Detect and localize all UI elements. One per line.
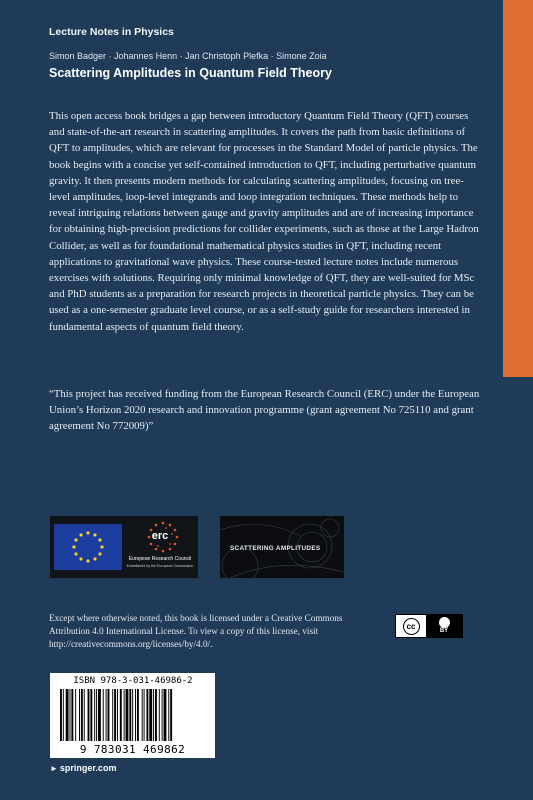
erc-wordmark: erc (151, 530, 169, 542)
author-list: Simon Badger · Johannes Henn · Jan Christoph Plefka · Simone Zoia (49, 51, 327, 61)
accent-strip (503, 0, 533, 377)
publisher-link[interactable] (50, 763, 116, 773)
publisher-url: springer.com (59, 763, 117, 773)
book-abstract: This open access book bridges a gap between introductory Quantum Field Theory (QFT) courses and state-of-the-art research in scattering amplitudes. It covers the path from basic definitions of QFT to amplitudes, which are relevant for processes in the Standard Model of particle physics. The book begins with a concise yet self-contained introduction to QFT, including perturbative quantum gravity. It then presents modern methods for calculating scattering amplitudes, focusing on tree-level amplitudes, loop-level integrands and loop integration techniques. These methods help to reveal intriguing relations between gauge and gravity amplitudes and are of increasing importance for obtaining high-precision predictions for collider experiments, such as those at the Large Hadron Collider, as well as for foundational mathematical physics studies in QFT, including recent applications to gravitational wave physics. These course-tested lecture notes include numerous exercises with solutions. Requiring only minimal knowledge of QFT, they are well-suited for MSc and PhD students as a preparation for research projects in theoretical particle physics. They can be used as a one-semester graduate level course, or as a self-study guide for researchers interested in fundamental aspects of quantum field theory. (49, 110, 479, 333)
barcode-digits: 9 783031 469862 (79, 743, 186, 756)
isbn-barcode (50, 673, 215, 758)
scattering-amplitudes-wordmark: SCATTERING AMPLITUDES (230, 545, 321, 552)
barcode-bars (58, 689, 208, 741)
creative-commons-icon: cc (403, 618, 420, 635)
isbn-number: ISBN 978-3-031-46986-2 (73, 676, 193, 686)
license-notice: Except where otherwise noted, this book is licensed under a Creative Commons Attribution 4.0 International License. To view a copy of this license, visit http://creativecommons.org/licenses/by/4.0/. (49, 613, 343, 650)
erc-subtitle: Established by the European Commission (126, 564, 194, 568)
eu-erc-logo (50, 516, 198, 578)
erc-logo (122, 516, 198, 578)
series-name: Lecture Notes in Physics (49, 26, 174, 38)
scattering-amplitudes-logo (220, 516, 344, 578)
attribution-person-icon (439, 617, 450, 628)
erc-name: European Research Council (128, 556, 192, 562)
cc-by-license-badge (395, 614, 463, 638)
arrow-right-icon: ► (50, 764, 58, 773)
funding-statement: “This project has received funding from the European Research Council (ERC) under the European Union’s Horizon 2020 research and innovation programme (grant agreement No 725110 and grant agreement No 772009)” (49, 388, 480, 433)
cc-by-label: BY (439, 628, 449, 634)
eu-flag-icon (54, 524, 122, 570)
book-title: Scattering Amplitudes in Quantum Field Theory (49, 66, 332, 80)
